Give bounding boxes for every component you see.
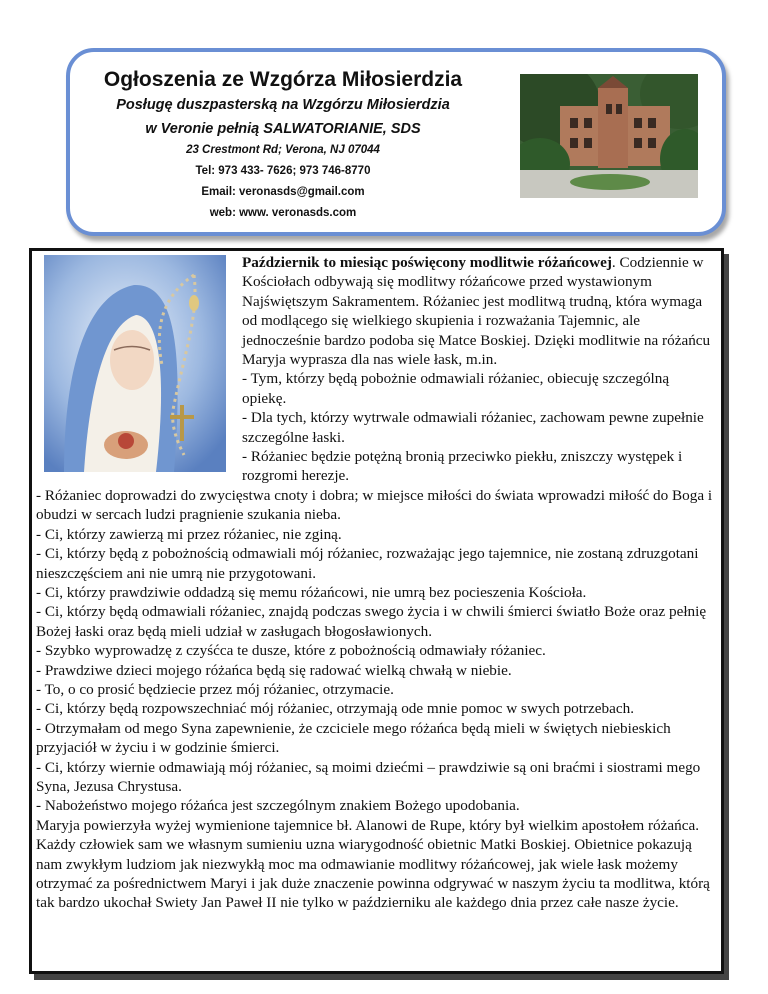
paragraph: - To, o co prosić będziecie przez mój różaniec, otrzymacie.	[36, 680, 394, 698]
paragraph: - Ci, którzy będą odmawiali różaniec, znajdą podczas swego życia i w chwili śmierci światło Boże oraz pełnię Bożej łaski oraz będą mieli udział w zasługach błogosławionych.	[36, 603, 707, 640]
header-text	[88, 52, 478, 224]
header-web: web: www. veronasds.com	[209, 207, 357, 219]
header-tel: Tel: 973 433- 7626; 973 746-8770	[195, 165, 371, 177]
paragraph: - Prawdziwe dzieci mojego różańca będą się radować wielką chwałą w niebie.	[36, 661, 512, 679]
header-title: Ogłoszenia ze Wzgórza Miłosierdzia	[103, 68, 463, 91]
paragraph: - Tym, którzy będą pobożnie odmawiali różaniec, obiecuję szczególną opiekę.	[242, 370, 670, 407]
paragraph: - Ci, którzy wiernie odmawiają mój różaniec, są moimi dziećmi – prawdziwie są oni braćmi i siostrami mego Syna, Jezusa Chrystusa.	[36, 758, 701, 795]
header-subtitle-2: w Veronie pełnią SALWATORIANIE, SDS	[145, 121, 421, 137]
header-subtitle-1: Posługę duszpasterską na Wzgórzu Miłosierdzia	[116, 97, 450, 113]
header-address: 23 Crestmont Rd; Verona, NJ 07044	[186, 144, 380, 156]
paragraph: - Otrzymałam od mego Syna zapewnienie, że czciciele mego różańca będą mieli w świętych niebieskich przyjaciół w życiu i w godzinie śmierci.	[36, 719, 671, 757]
paragraph: - Ci, którzy zawierzą mi przez różaniec, nie zginą.	[36, 525, 342, 543]
paragraph: Maryja powierzyła wyżej wymienione tajemnice bł. Alanowi de Rupe, który był wielkim apostołem różańca.	[36, 816, 699, 834]
paragraph: Każdy człowiek sam we własnym sumieniu uzna wiarygodność obietnic Matki Boskiej. Obietnice pokazują nam zwykłym ludziom jak niezwykłą moc ma odmawianie modlitwy różańcowej, jak wiele łask możemy otrzymać za pośrednictwem Maryi i jak duże znaczenie powinna odgrywać w naszym życiu ta modlitwa, którą tak bardzo ukochał Swiety Jan Paweł II nie tylko w październiku ale każdego dnia przez całe nasze życie.	[36, 836, 710, 912]
lead-text: . Codziennie w Kościołach odbywają się modlitwy różańcowe przed wystawionym Najświętszym Sakramentem. Różaniec jest modlitwą trudną, która wymaga od modlącego się wielkiego skupienia i rozważania Tajemnic, ale jednocześnie bardzo podoba się Matce Boskiej. Dzięki modlitwie na różańcu Maryja wyprasza dla nas wiele łask, m.in.	[242, 254, 711, 369]
paragraph: - Szybko wyprowadzę z czyśćca te dusze, które z pobożnością odmawiały różaniec.	[36, 642, 546, 660]
article-text	[36, 253, 716, 913]
article-box	[29, 248, 724, 974]
header-box	[66, 48, 726, 236]
image-spacer	[36, 253, 242, 476]
header-email: Email: veronasds@gmail.com	[201, 186, 365, 198]
paragraph: - Ci, którzy będą rozpowszechniać mój różaniec, otrzymają ode mnie pomoc w swych potrzebach.	[36, 700, 634, 718]
paragraph: - Nabożeństwo mojego różańca jest szczególnym znakiem Bożego upodobania.	[36, 797, 520, 815]
paragraph: - Dla tych, którzy wytrwale odmawiali różaniec, zachowam pewne zupełnie szczególne łaski.	[242, 409, 704, 446]
paragraph: - Różaniec doprowadzi do zwycięstwa cnoty i dobra; w miejsce miłości do świata wprowadzi miłość do Boga i obudzi w sercach ludzi pragnienie szukania nieba.	[36, 486, 713, 524]
paragraph: - Ci, którzy będą z pobożnością odmawiali mój różaniec, rozważając jego tajemnice, nie zostaną zdruzgotani nieszczęściem ani nie umrą nie przygotowani.	[36, 545, 699, 582]
lead-heading: Październik to miesiąc poświęcony modlitwie różańcowej	[242, 254, 612, 271]
paragraph: - Ci, którzy prawdziwie oddadzą się memu różańcowi, nie umrą bez pocieszenia Kościoła.	[36, 583, 587, 601]
church-building-photo	[520, 74, 698, 198]
paragraph: - Różaniec będzie potężną bronią przeciwko piekłu, zniszczy występek i rozgromi herezje.	[242, 448, 683, 485]
